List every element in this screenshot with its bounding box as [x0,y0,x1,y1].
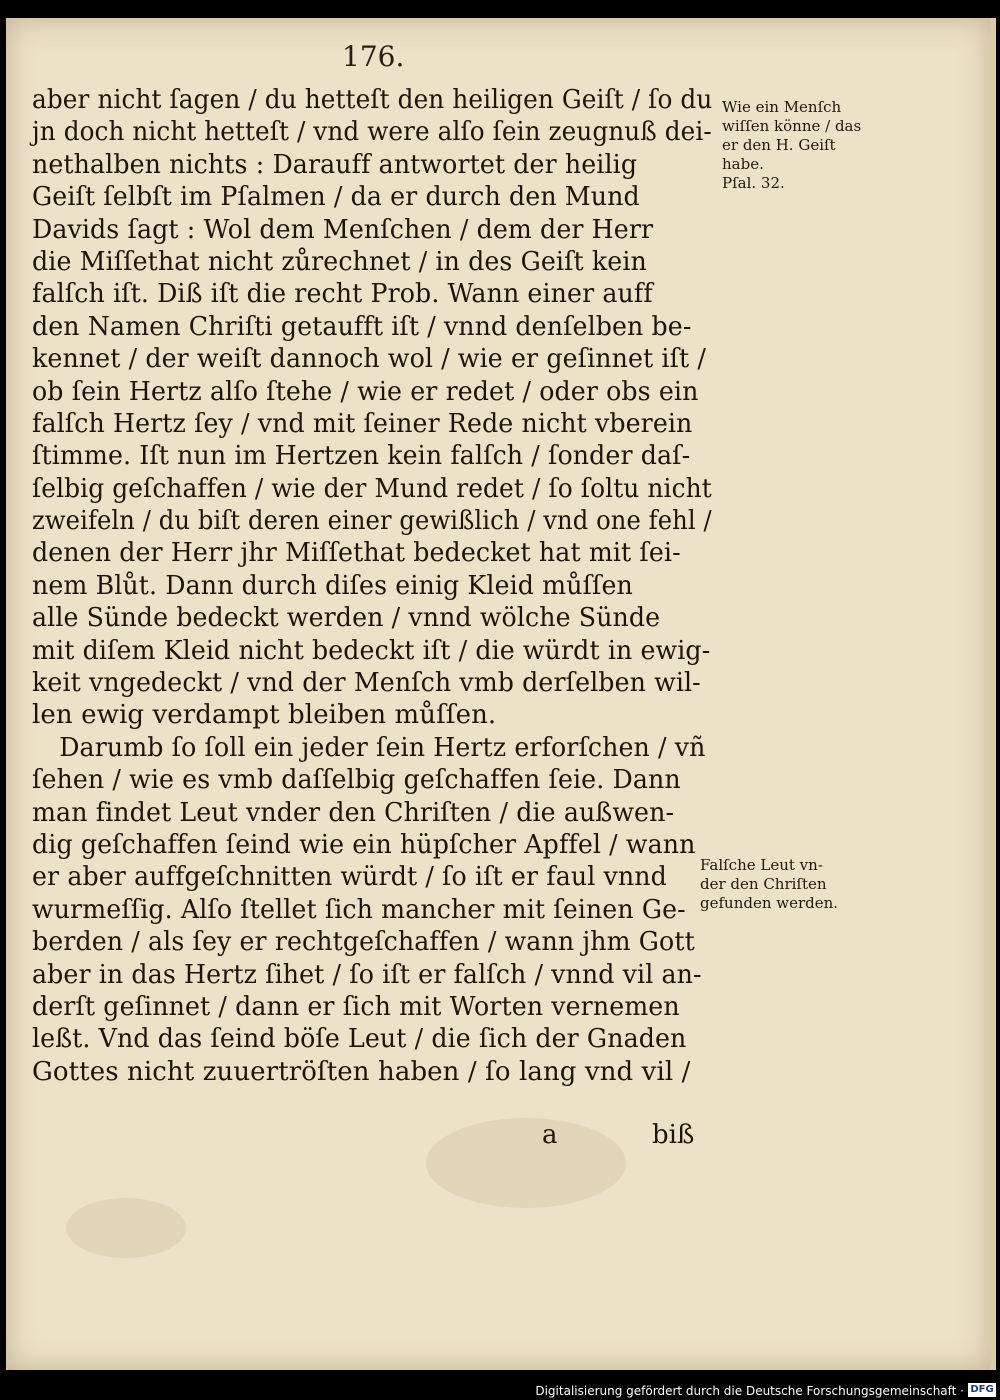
text-line: den Namen Chriſti getaufft iſt / vnnd denſelben be- [32,311,692,342]
margin-note-false-people [700,856,870,913]
text-line: nethalben nichts : Darauff antwortet der heilig [32,149,638,180]
margin-note-line: Falſche Leut vn- [700,856,823,874]
text-line: Gottes nicht zuuertröſten haben / ſo lang vnd vil / [32,1056,691,1087]
text-line: ſehen / wie es vmb daſſelbig geſchaffen ſeie. Dann [32,765,681,796]
text-line: falſch Hertz ſey / vnd mit ſeiner Rede nicht vberein [32,408,693,439]
text-line: aber in das Hertz ſihet / ſo iſt er falſch / vnnd vil an- [32,959,702,990]
text-line: ſelbig geſchaffen / wie der Mund redet / ſo ſoltu nicht [32,473,712,504]
margin-note-line: Pſal. 32. [722,174,785,192]
margin-note-line: wiſſen könne / das [722,117,862,135]
margin-note-line: gefunden werden. [700,894,839,912]
dfg-logo: DFG [968,1383,996,1397]
paper-stain [66,1198,186,1258]
text-line: jn doch nicht hetteſt / vnd were alſo ſein zeugnuß dei- [32,117,712,148]
text-line: man findet Leut vnder den Chriſten / die außwen- [32,797,675,828]
text-line: kennet / der weiſt dannoch wol / wie er geſinnet iſt / [32,344,707,375]
text-line: nem Blůt. Dann durch diſes einig Kleid můſſen [32,570,633,601]
text-line: Davids ſagt : Wol dem Menſchen / dem der Herr [32,214,654,245]
text-line: er aber auffgeſchnitten würdt / ſo iſt er faul vnnd [32,862,667,893]
text-line: die Miſſethat nicht zůrechnet / in des Geiſt kein [32,246,647,277]
margin-note-holy-spirit [722,98,892,193]
margin-note-line: er den H. Geiſt [722,136,836,154]
main-text-block [32,84,732,1088]
text-line: ob ſein Hertz alſo ſtehe / wie er redet / oder obs ein [32,376,699,407]
signature-mark: a [542,1120,558,1150]
text-line: alle Sünde bedeckt werden / vnnd wölche Sünde [32,603,661,634]
text-line: ſtimme. Iſt nun im Hertzen kein falſch / ſonder daſ- [32,441,691,472]
catchword: biß [652,1120,695,1150]
footer-credit: Digitalisierung gefördert durch die Deutsche Forschungsgemeinschaft · [535,1384,964,1398]
text-line: denen der Herr jhr Miſſethat bedecket hat mit ſei- [32,538,681,569]
text-line: Darumb ſo ſoll ein jeder ſein Hertz erforſchen / vñ [59,732,706,763]
margin-note-line: der den Chriſten [700,875,827,893]
text-line: aber nicht ſagen / du hetteſt den heiligen Geiſt / ſo du [32,85,713,115]
text-line: berden / als ſey er rechtgeſchaffen / wann jhm Gott [32,927,695,958]
text-line: len ewig verdampt bleiben můſſen. [32,700,497,731]
margin-note-line: habe. [722,155,764,173]
text-line: keit vngedeckt / vnd der Menſch vmb derſelben wil- [32,668,701,699]
text-line: leßt. Vnd das ſeind böſe Leut / die ſich der Gnaden [32,1024,687,1055]
text-line: Geiſt ſelbſt im Pſalmen / da er durch den Mund [32,182,640,213]
page-number: 176. [342,40,405,73]
text-line: mit diſem Kleid nicht bedeckt iſt / die würdt in ewig- [32,635,711,666]
text-line: falſch iſt. Diß iſt die recht Prob. Wann einer auff [32,279,653,310]
text-line: wurmeſſig. Alſo ſtellet ſich mancher mit ſeinen Ge- [32,894,686,925]
text-line: zweifeln / du biſt deren einer gewißlich / vnd one fehl / [32,506,712,537]
paper-stain [426,1118,626,1208]
margin-note-line: Wie ein Menſch [722,98,842,116]
text-line: derſt geſinnet / dann er ſich mit Worten vernemen [32,991,680,1022]
text-line: dig geſchaffen ſeind wie ein hüpſcher Apffel / wann [32,829,696,860]
